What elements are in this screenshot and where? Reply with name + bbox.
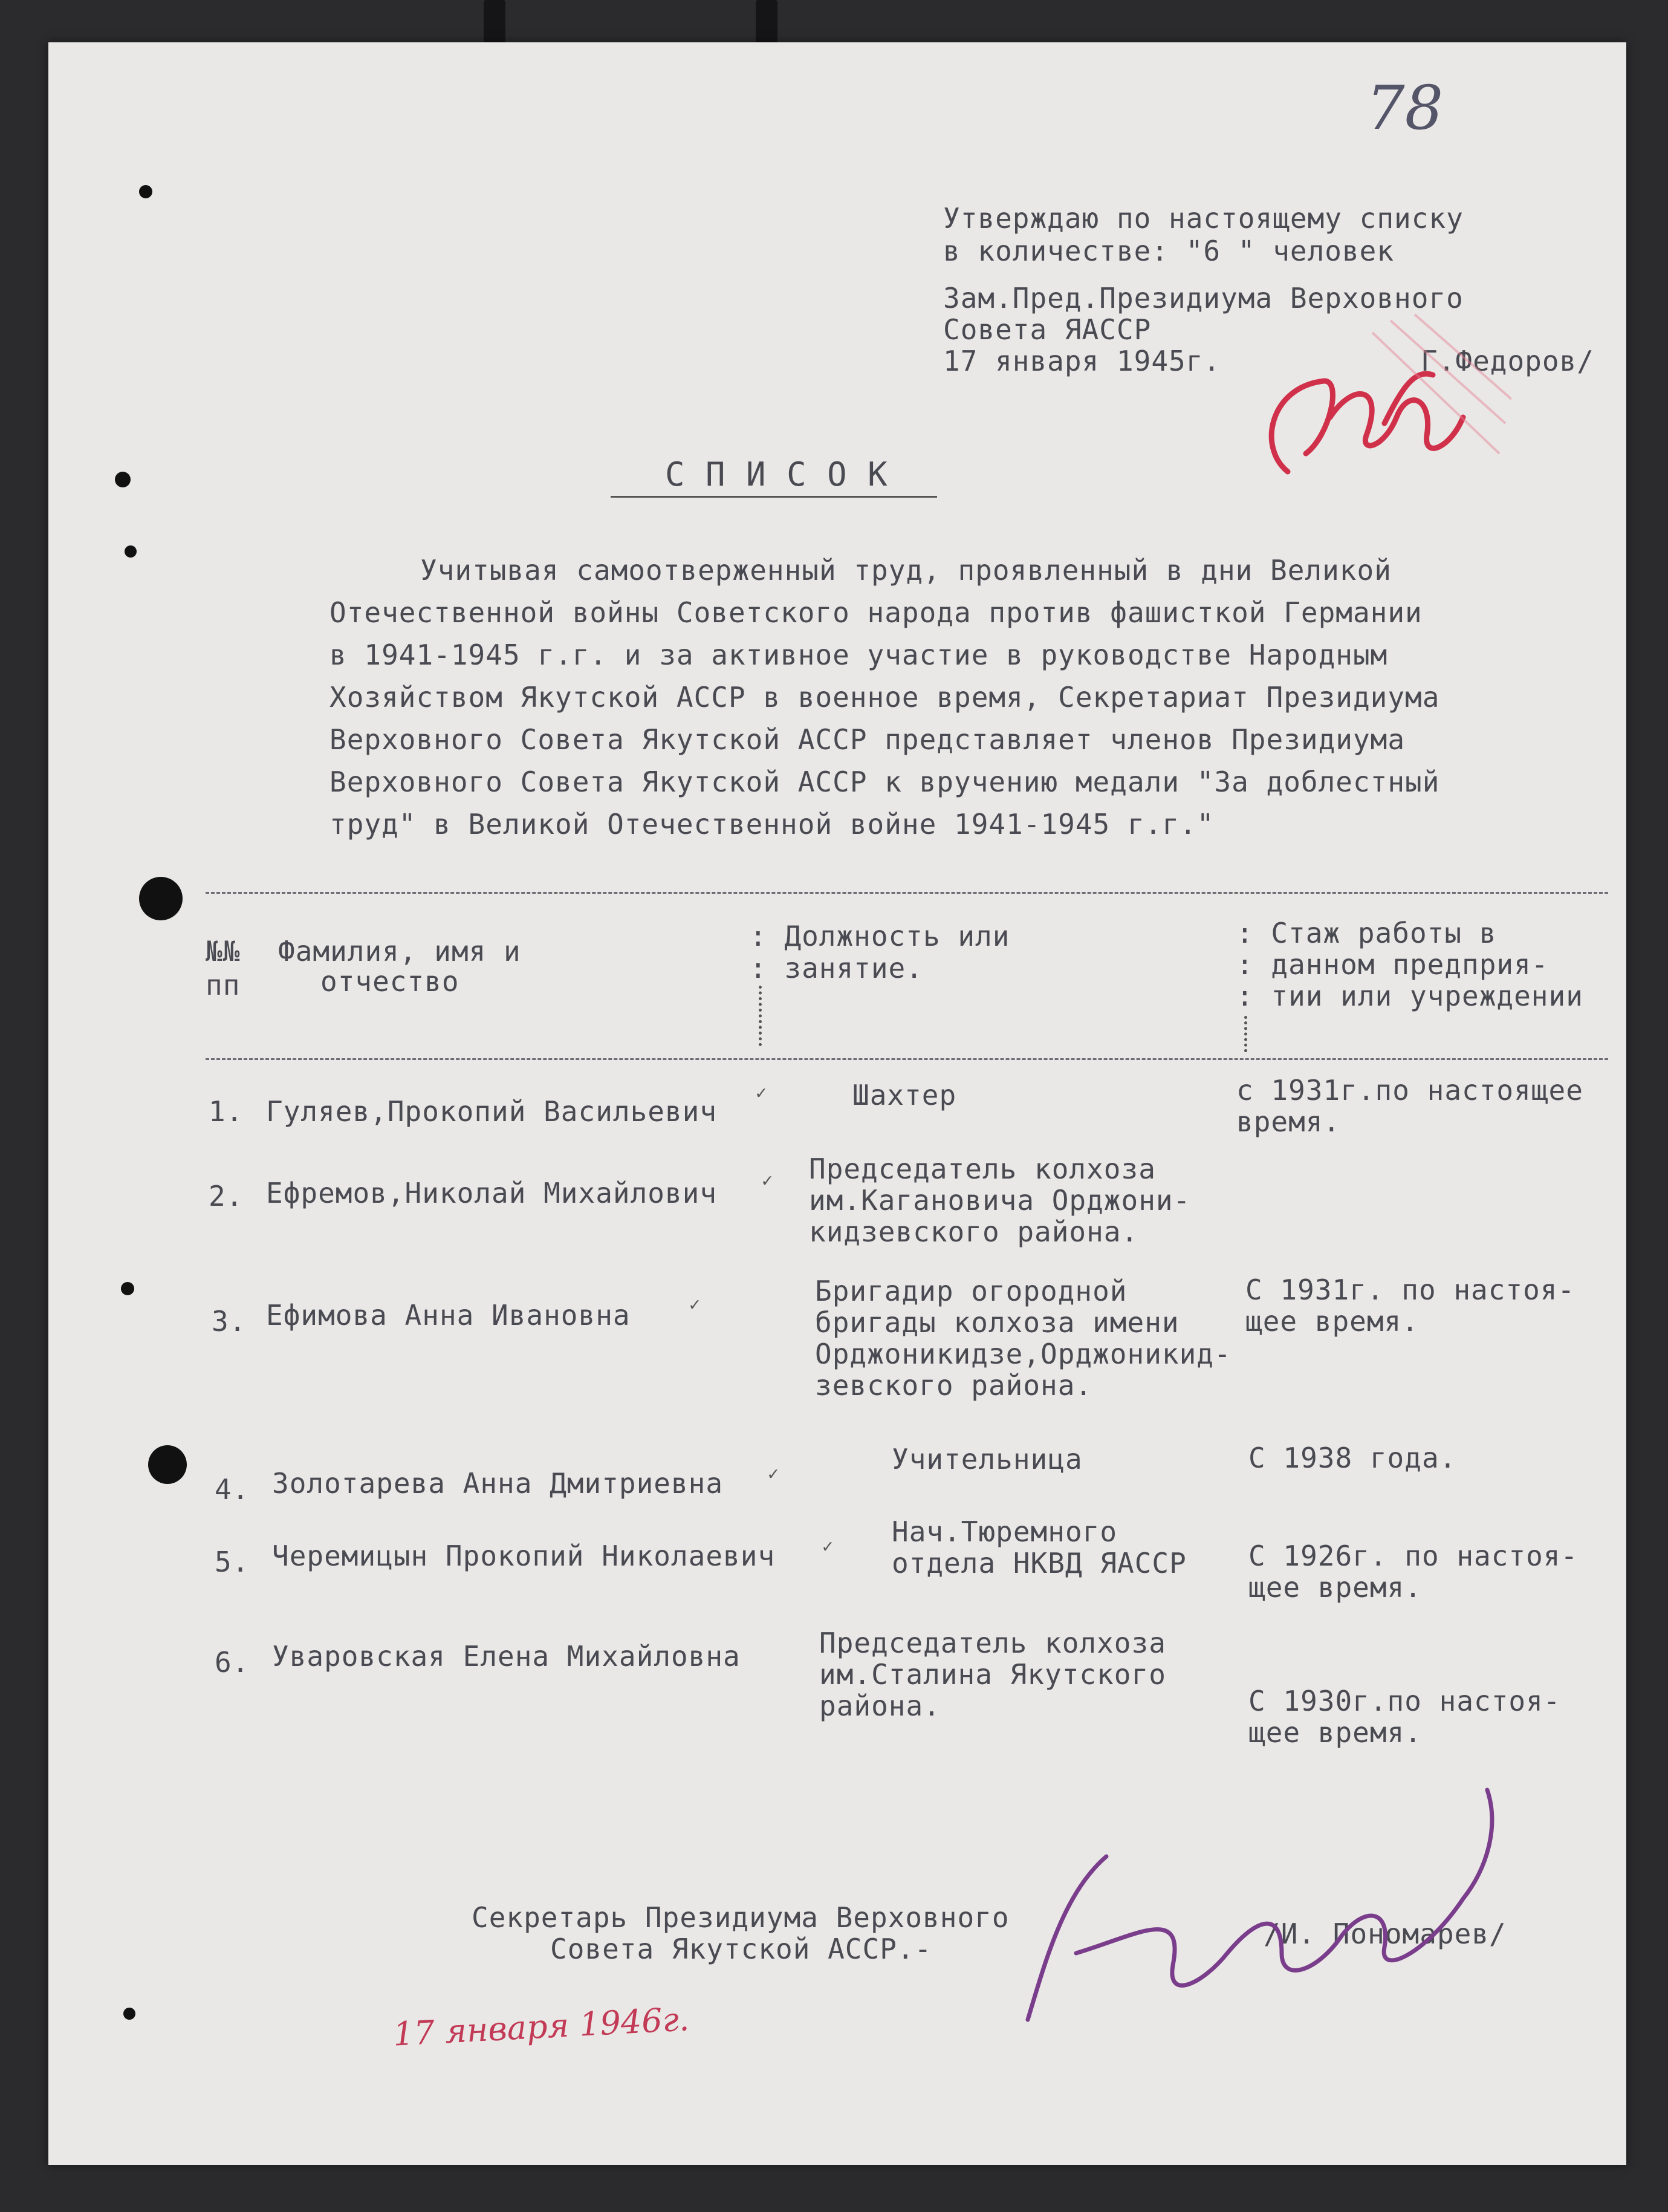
row-tenure: щее время. [1248, 1571, 1422, 1604]
row-number: 5. [215, 1546, 250, 1578]
row-number: 6. [215, 1646, 250, 1679]
row-position: Председатель колхоза [819, 1627, 1166, 1659]
table-top-rule [206, 892, 1608, 894]
binder-clip [756, 0, 777, 48]
row-position: отдела НКВД ЯАССР [892, 1547, 1187, 1579]
intro-line: труд" в Великой Отечественной войне 1941-1945 г.г." [329, 808, 1215, 841]
punch-hole [125, 545, 137, 558]
column-divider [1244, 1016, 1247, 1052]
table-header-rule [206, 1058, 1608, 1060]
punch-hole [121, 1282, 134, 1295]
row-position: Бригадир огородной [815, 1275, 1128, 1307]
row-position: Председатель колхоза [809, 1153, 1156, 1185]
header-tenure: : данном предприя- [1236, 948, 1549, 981]
approval-line: Совета ЯАССР [943, 313, 1152, 346]
punch-hole [148, 1445, 187, 1484]
row-position: кидзевского района. [809, 1215, 1139, 1248]
header-num: пп [206, 969, 241, 1001]
row-number: 4. [215, 1473, 250, 1506]
row-name: Ефремов,Николай Михайлович [266, 1177, 718, 1209]
row-name: Уваровская Елена Михайловна [272, 1640, 741, 1673]
footer-line: Секретарь Президиума Верховного [472, 1901, 1010, 1934]
row-position: им.Сталина Якутского [819, 1658, 1166, 1691]
row-tenure: время. [1236, 1105, 1341, 1138]
intro-line: в 1941-1945 г.г. и за активное участие в руководстве Народным [329, 639, 1388, 671]
row-position: Учительница [892, 1443, 1083, 1475]
header-tenure: : Стаж работы в [1236, 917, 1497, 949]
column-divider [759, 986, 762, 1046]
row-name: Гуляев,Прокопий Васильевич [266, 1095, 718, 1128]
row-position: Шахтер [852, 1079, 957, 1111]
footer-line: Совета Якутской АССР.- [550, 1933, 932, 1965]
check-mark: ✓ [756, 1082, 767, 1104]
row-number: 2. [209, 1180, 244, 1212]
intro-line: Отечественной войны Советского народа против фашисткой Германии [329, 596, 1423, 629]
row-tenure: С 1930г.по настоя- [1248, 1685, 1561, 1717]
row-number: 1. [209, 1095, 244, 1128]
row-position: района. [819, 1690, 941, 1722]
check-mark: ✓ [768, 1463, 779, 1485]
row-position: Орджоникидзе,Орджоникид- [815, 1338, 1232, 1370]
row-position: зевского района. [815, 1369, 1093, 1402]
check-mark: ✓ [822, 1536, 834, 1557]
row-tenure: с 1931г.по настоящее [1236, 1074, 1583, 1107]
row-tenure: щее время. [1248, 1716, 1422, 1749]
row-tenure: С 1938 года. [1248, 1442, 1457, 1474]
footer-signature [1004, 1754, 1511, 2032]
row-name: Ефимова Анна Ивановна [266, 1299, 631, 1332]
punch-hole [139, 185, 152, 198]
page-number: 78 [1366, 73, 1444, 143]
title-underline [611, 496, 937, 498]
approval-signer: Г.Федоров/ [1421, 345, 1594, 377]
header-num: №№ [206, 935, 241, 968]
header-tenure: : тии или учреждении [1236, 980, 1583, 1012]
header-position: : занятие. [750, 952, 923, 984]
header-name: Фамилия, имя и [278, 935, 521, 968]
intro-line: Верховного Совета Якутской АССР к вручению медали "За доблестный [329, 766, 1440, 798]
approval-line: Зам.Пред.Президиума Верховного [943, 282, 1464, 314]
row-tenure: С 1931г. по настоя- [1245, 1274, 1576, 1306]
intro-line: Хозяйством Якутской АССР в военное время, Секретариат Президиума [329, 681, 1440, 714]
approval-signature [1233, 296, 1511, 490]
document-page [48, 42, 1626, 2165]
row-name: Золотарева Анна Дмитриевна [272, 1467, 724, 1500]
check-mark: ✓ [762, 1170, 773, 1191]
footer-signer: /И. Пономарев/ [1264, 1918, 1507, 1950]
row-position: бригады колхоза имени [815, 1306, 1180, 1339]
punch-hole [139, 877, 183, 920]
approval-line: Утверждаю по настоящему списку [943, 202, 1464, 235]
punch-hole [123, 2008, 135, 2020]
document-title: С П И С О К [665, 455, 888, 493]
check-mark: ✓ [689, 1294, 701, 1315]
row-position: Нач.Тюремного [892, 1515, 1118, 1548]
handwritten-date: 17 января 1946г. [392, 2000, 690, 2054]
intro-line: Верховного Совета Якутской АССР представляет членов Президиума [329, 723, 1406, 756]
row-number: 3. [212, 1305, 247, 1338]
row-tenure: С 1926г. по настоя- [1248, 1540, 1579, 1572]
row-position: им.Кагановича Орджони- [809, 1184, 1191, 1217]
punch-hole [115, 472, 131, 487]
binder-clip [484, 0, 505, 48]
intro-line: Учитывая самоотверженный труд, проявленный в дни Великой [420, 554, 1392, 587]
row-name: Черемицын Прокопий Николаевич [272, 1540, 776, 1572]
approval-line: в количестве: "6 " человек [943, 235, 1395, 267]
header-position: : Должность или [750, 920, 1010, 952]
approval-line: 17 января 1945г. [943, 345, 1221, 377]
header-name: отчество [320, 965, 459, 998]
row-tenure: щее время. [1245, 1305, 1419, 1338]
